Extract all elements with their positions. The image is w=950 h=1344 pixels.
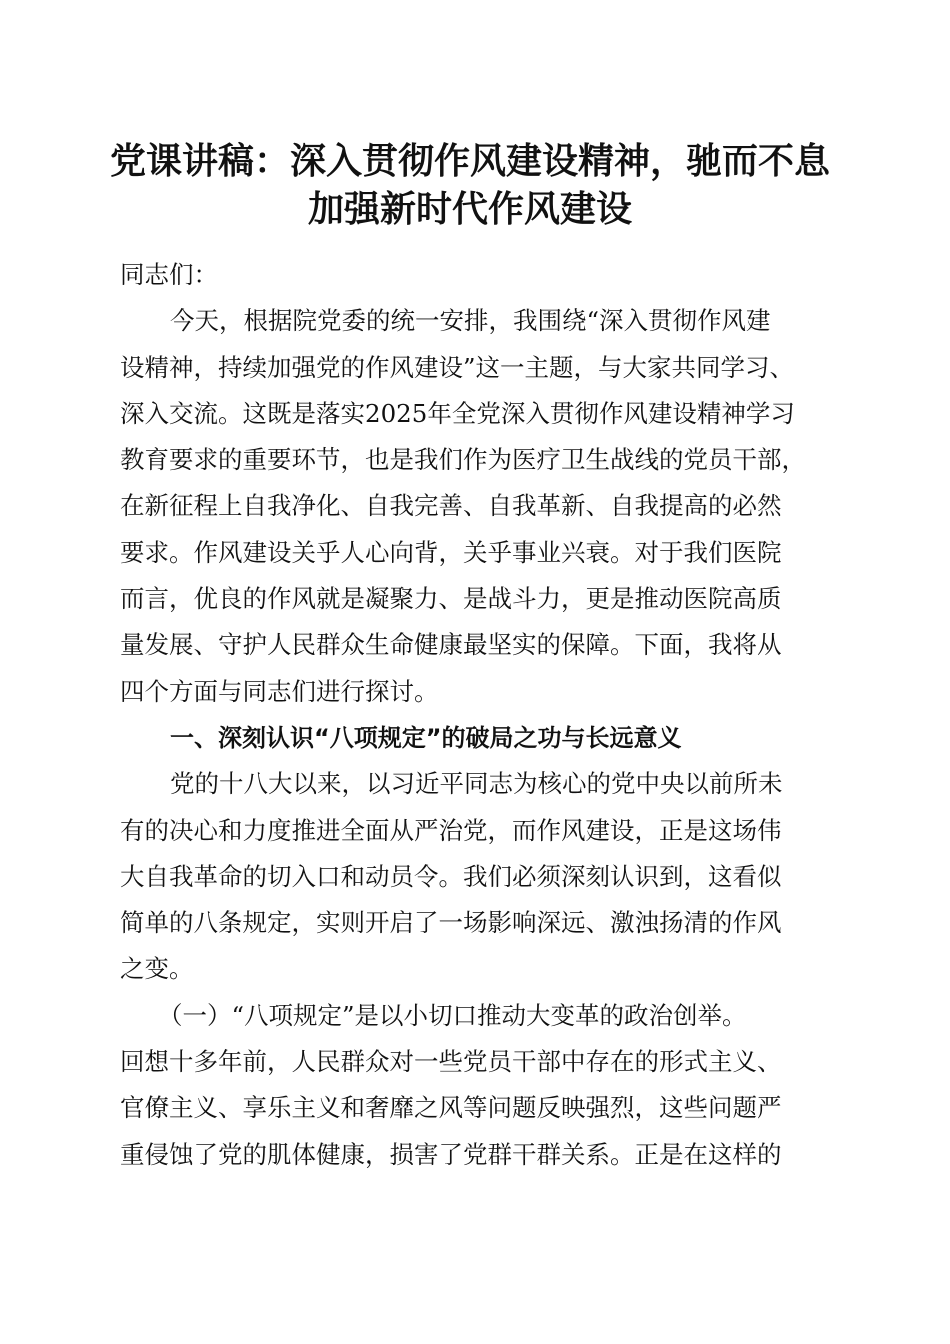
paragraph-line: 有的决心和力度推进全面从严治党，而作风建设，正是这场伟 [120, 815, 782, 845]
paragraph-line: 深入交流。这既是落实2025年全党深入贯彻作风建设精神学习 [120, 398, 795, 428]
title-line-2: 加强新时代作风建设 [307, 188, 632, 230]
paragraph-line: 教育要求的重要环节，也是我们作为医疗卫生战线的党员干部， [120, 445, 806, 475]
title-line-1: 党课讲稿：深入贯彻作风建设精神，驰而不息 [109, 140, 830, 182]
paragraph-line: 四个方面与同志们进行探讨。 [120, 676, 439, 706]
paragraph-line: 量发展、守护人民群众生命健康最坚实的保障。下面，我将从 [120, 630, 782, 660]
paragraph-line: 官僚主义、享乐主义和奢靡之风等问题反映强烈，这些问题严 [120, 1093, 782, 1123]
paragraph-line: 回想十多年前，人民群众对一些党员干部中存在的形式主义、 [120, 1047, 782, 1077]
paragraph-line: 党的十八大以来，以习近平同志为核心的党中央以前所未 [170, 769, 783, 799]
paragraph-line: 在新征程上自我净化、自我完善、自我革新、自我提高的必然 [120, 491, 782, 521]
paragraph-line: 要求。作风建设关乎人心向背，关乎事业兴衰。对于我们医院 [120, 537, 782, 567]
paragraph-line: 大自我革命的切入口和动员令。我们必须深刻认识到，这看似 [120, 861, 782, 891]
paragraph-line: 之变。 [120, 954, 194, 984]
paragraph-line: 今天，根据院党委的统一安排，我围绕“深入贯彻作风建 [170, 306, 771, 336]
section-heading: 一、深刻认识“八项规定”的破局之功与长远意义 [170, 723, 682, 752]
paragraph-line: 设精神，持续加强党的作风建设”这一主题，与大家共同学习、 [120, 352, 795, 382]
paragraph-line: 重侵蚀了党的肌体健康，损害了党群干群关系。正是在这样的 [120, 1139, 782, 1169]
subsection-heading: （一）“八项规定”是以小切口推动大变革的政治创举。 [158, 1000, 747, 1030]
salutation: 同志们： [120, 260, 218, 289]
document-title [100, 137, 840, 233]
document-body [120, 252, 850, 1178]
paragraph-line: 简单的八条规定，实则开启了一场影响深远、激浊扬清的作风 [120, 908, 782, 938]
paragraph-line: 而言，优良的作风就是凝聚力、是战斗力，更是推动医院高质 [120, 584, 782, 614]
